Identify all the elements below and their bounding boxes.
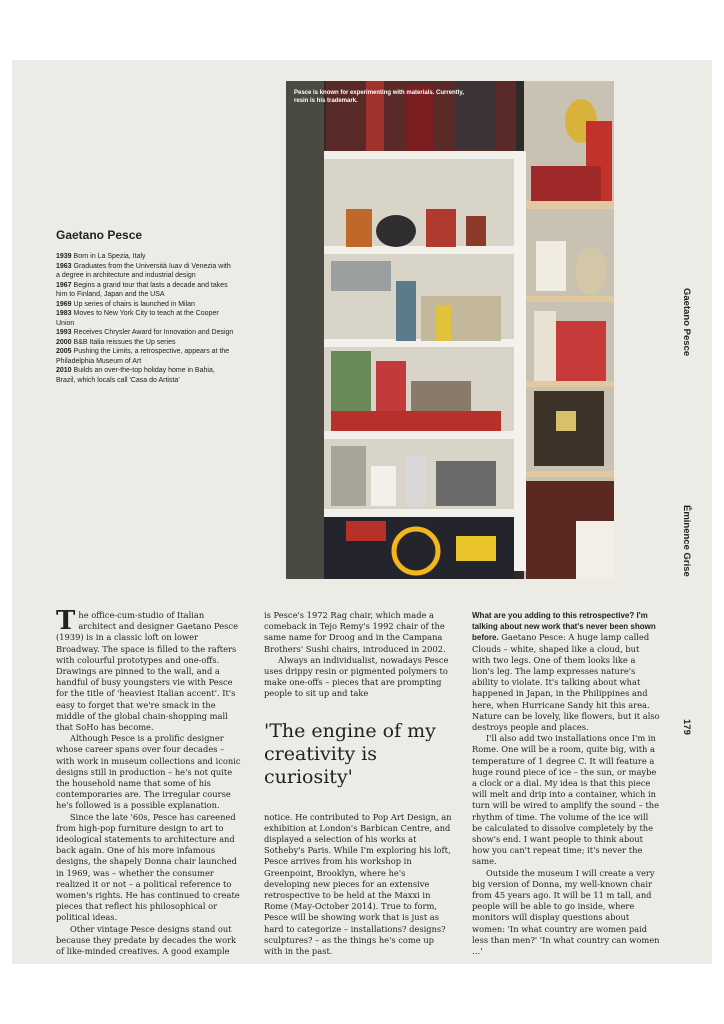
timeline-text: Graduates from the Università Iuav di Venezia with a degree in architecture and industrial design <box>56 262 231 279</box>
timeline-item <box>56 309 236 328</box>
article-column-1 <box>56 606 244 957</box>
timeline-item <box>56 281 236 300</box>
timeline-year: 1963 <box>56 262 72 270</box>
timeline-list <box>56 252 236 385</box>
paragraph: Since the late '60s, Pesce has careened from high-pop furniture design to art to ideological statements to architecture and back again. One of his more infamous designs, the shapely Donna chair launched in 1969, was – whether the consumer realized it or not – a political reference to women's rights. He has continued to create pieces that reflect his philosophical or political ideas. <box>56 811 240 923</box>
paragraph: is Pesce's 1972 Rag chair, which made a comeback in Tejo Remy's 1992 chair of the same name for Droog and in the Campana Brothers' Sushi chairs, introduced in 2002. <box>264 610 446 654</box>
sidebar-title: Gaetano Pesce <box>56 228 143 242</box>
timeline-year: 2005 <box>56 348 72 355</box>
paragraph: Other vintage Pesce designs stand out because they predate by decades the work of like-minded creatives. A good example <box>56 923 237 957</box>
page-number: 179 <box>681 719 692 735</box>
pull-quote: 'The engine of my creativity is curiosity' <box>264 719 436 788</box>
timeline-item <box>56 328 236 338</box>
timeline-text: B&B Italia reissues the Up series <box>73 338 176 346</box>
paragraph: Outside the museum I will create a very big version of Donna, my well-known chair from 45 years ago. It will be 11 m tall, and people will be able to go inside, where monitors will display questions about women: 'In what country are women paid less than men?' 'In what country can women …' <box>472 867 660 957</box>
timeline-year: 1983 <box>56 310 72 317</box>
shelves-illustration <box>286 81 614 579</box>
photo-caption: Pesce is known for experimenting with materials. Currently, resin is his trademark. <box>294 90 464 104</box>
timeline-year: 1969 <box>56 300 72 308</box>
timeline-year: 1993 <box>56 329 72 336</box>
timeline-text: Moves to New York City to teach at the Cooper Union <box>56 310 219 327</box>
paragraph: Always an individualist, nowadays Pesce uses drippy resin or pigmented polymers to make one-offs – pieces that are prompting people to sit up and take <box>264 654 449 699</box>
timeline-year: 1967 <box>56 281 72 289</box>
article-column-2 <box>264 610 452 957</box>
timeline-text: Builds an over-the-top holiday home in Bahia, Brazil, which locals call 'Casa do Artista' <box>56 367 215 384</box>
timeline-text: Pushing the Limits, a retrospective, appears at the Philadelphia Museum of Art <box>56 348 230 365</box>
drop-cap: T <box>56 606 76 636</box>
timeline-item <box>56 347 236 366</box>
paragraph: Although Pesce is a prolific designer whose career spans over four decades – with work in museum collections and iconic designs still in production – he's not quite the household name that some of his contemporaries are. The irregular course he's followed is a possible explanation. <box>56 733 241 811</box>
running-head-name: Gaetano Pesce <box>681 288 692 357</box>
studio-shelves-photo <box>286 81 614 579</box>
paragraph: notice. He contributed to Pop Art Design, an exhibition at London's Barbican Centre, and displayed a selection of his works at Sotheby's Paris. While I'm exploring his loft, Pesce arrives from his workshop in Greenpoint, Brooklyn, where he's developing new pieces for an extensive retrospective to be held at the Maxxi in Rome (May-October 2014). True to form, Pesce will be showing work that is just as hard to categorize – installations? designs? sculptures? – as the things he's come up with in the past. <box>264 811 452 957</box>
timeline-item <box>56 262 236 281</box>
timeline-sidebar <box>56 228 236 385</box>
interview-question: What are you adding to this retrospective? I'm talking about new work that's never been shown before. <box>472 611 656 643</box>
timeline-year: 1939 <box>56 253 72 260</box>
timeline-text: Receives Chrysler Award for Innovation and Design <box>73 329 234 336</box>
timeline-item <box>56 366 236 385</box>
article-column-3 <box>472 610 660 957</box>
timeline-text: Begins a grand tour that lasts a decade and takes him to Finland, Japan and the USA <box>56 281 228 298</box>
timeline-item <box>56 300 236 310</box>
timeline-year: 2010 <box>56 367 72 374</box>
running-head-section: Éminence Grise <box>681 505 692 577</box>
timeline-item <box>56 338 236 348</box>
paragraph: I'll also add two installations once I'm in Rome. One will be a room, quite big, with a temperature of 1 degree C. It will feature a huge round piece of ice – the sun, or maybe a clock or a dial. My idea is that this piece will melt and drip into a container, which in turn will be wired to amplify the sound – the rhythm of time. The volume of the ice will be calculated to dissolve completely by the show's end. I want people to think about how you can't repeat time; it's never the same. <box>472 733 660 867</box>
timeline-year: 2000 <box>56 338 72 346</box>
timeline-text: Up series of chairs is launched in Milan <box>73 300 195 308</box>
interview-answer: Gaetano Pesce: A huge lamp called Clouds – white, shaped like a cloud, but with two legs. One of them looks like a lion's leg. The lamp expresses nature's ability to violate. It's talking about what happened in Japan, in the Philippines and here, when Hurricane Sandy hit this area. Nature can be lovely, like flowers, but it also destroys people and places. <box>472 632 660 733</box>
timeline-item <box>56 252 236 262</box>
timeline-text: Born in La Spezia, Italy <box>73 253 146 260</box>
paragraph: he office-cum-studio of Italian architect and designer Gaetano Pesce (1939) is in a classic loft on lower Broadway. The space is filled to the rafters with colourful prototypes and one-offs. Drawings are pinned to the wall, and a handful of busy youngsters vie with Pesce for the title of 'heaviest Italian accent'. It's easy to forget that we're smack in the middle of the global chain-shopping mall that SoHo has become. <box>56 610 238 733</box>
